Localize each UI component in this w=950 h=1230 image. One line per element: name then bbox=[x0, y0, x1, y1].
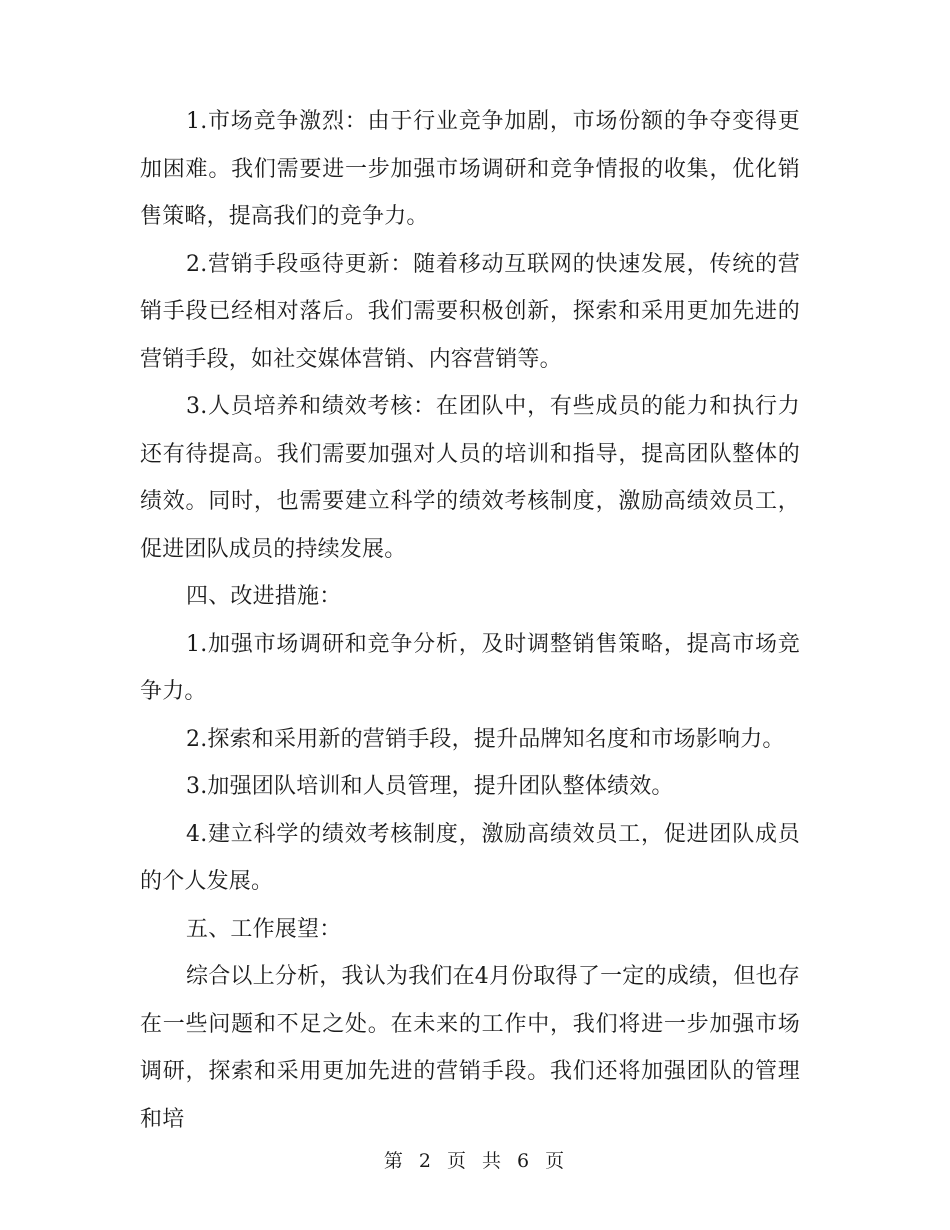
page-number-footer: 第 2 页 共 6 页 bbox=[383, 1150, 567, 1172]
paragraph-improvement-4: 4.建立科学的绩效考核制度，激励高绩效员工，促进团队成员的个人发展。 bbox=[140, 821, 800, 894]
paragraph-marketing-update: 2.营销手段亟待更新：随着移动互联网的快速发展，传统的营销手段已经相对落后。我们需要积极创新，探索和采用更加先进的营销手段，如社交媒体营销、内容营销等。 bbox=[140, 251, 800, 372]
paragraph-improvement-2: 2.探索和采用新的营销手段，提升品牌知名度和市场影响力。 bbox=[186, 726, 785, 752]
paragraph-improvement-1: 1.加强市场调研和竞争分析，及时调整销售策略，提高市场竞争力。 bbox=[140, 631, 800, 704]
paragraph-staff-training: 3.人员培养和绩效考核：在团队中，有些成员的能力和执行力还有待提高。我们需要加强对人员的培训和指导，提高团队整体的绩效。同时，也需要建立科学的绩效考核制度，激励高绩效员工，促进团队成员的持续发展。 bbox=[140, 394, 800, 562]
section-heading-improvements: 四、改进措施： bbox=[186, 584, 342, 609]
paragraph-improvement-3: 3.加强团队培训和人员管理，提升团队整体绩效。 bbox=[186, 774, 674, 799]
paragraph-outlook: 综合以上分析，我认为我们在4月份取得了一定的成绩，但也存在一些问题和不足之处。在未来的工作中，我们将进一步加强市场调研，探索和采用更加先进的营销手段。我们还将加强团队的管理和培 bbox=[140, 964, 800, 1132]
document-body bbox=[140, 98, 800, 1143]
paragraph-market-competition: 1.市场竞争激烈：由于行业竞争加剧，市场份额的争夺变得更加困难。我们需要进一步加强市场调研和竞争情报的收集，优化销售策略，提高我们的竞争力。 bbox=[140, 109, 800, 229]
section-heading-outlook: 五、工作展望： bbox=[186, 916, 342, 942]
